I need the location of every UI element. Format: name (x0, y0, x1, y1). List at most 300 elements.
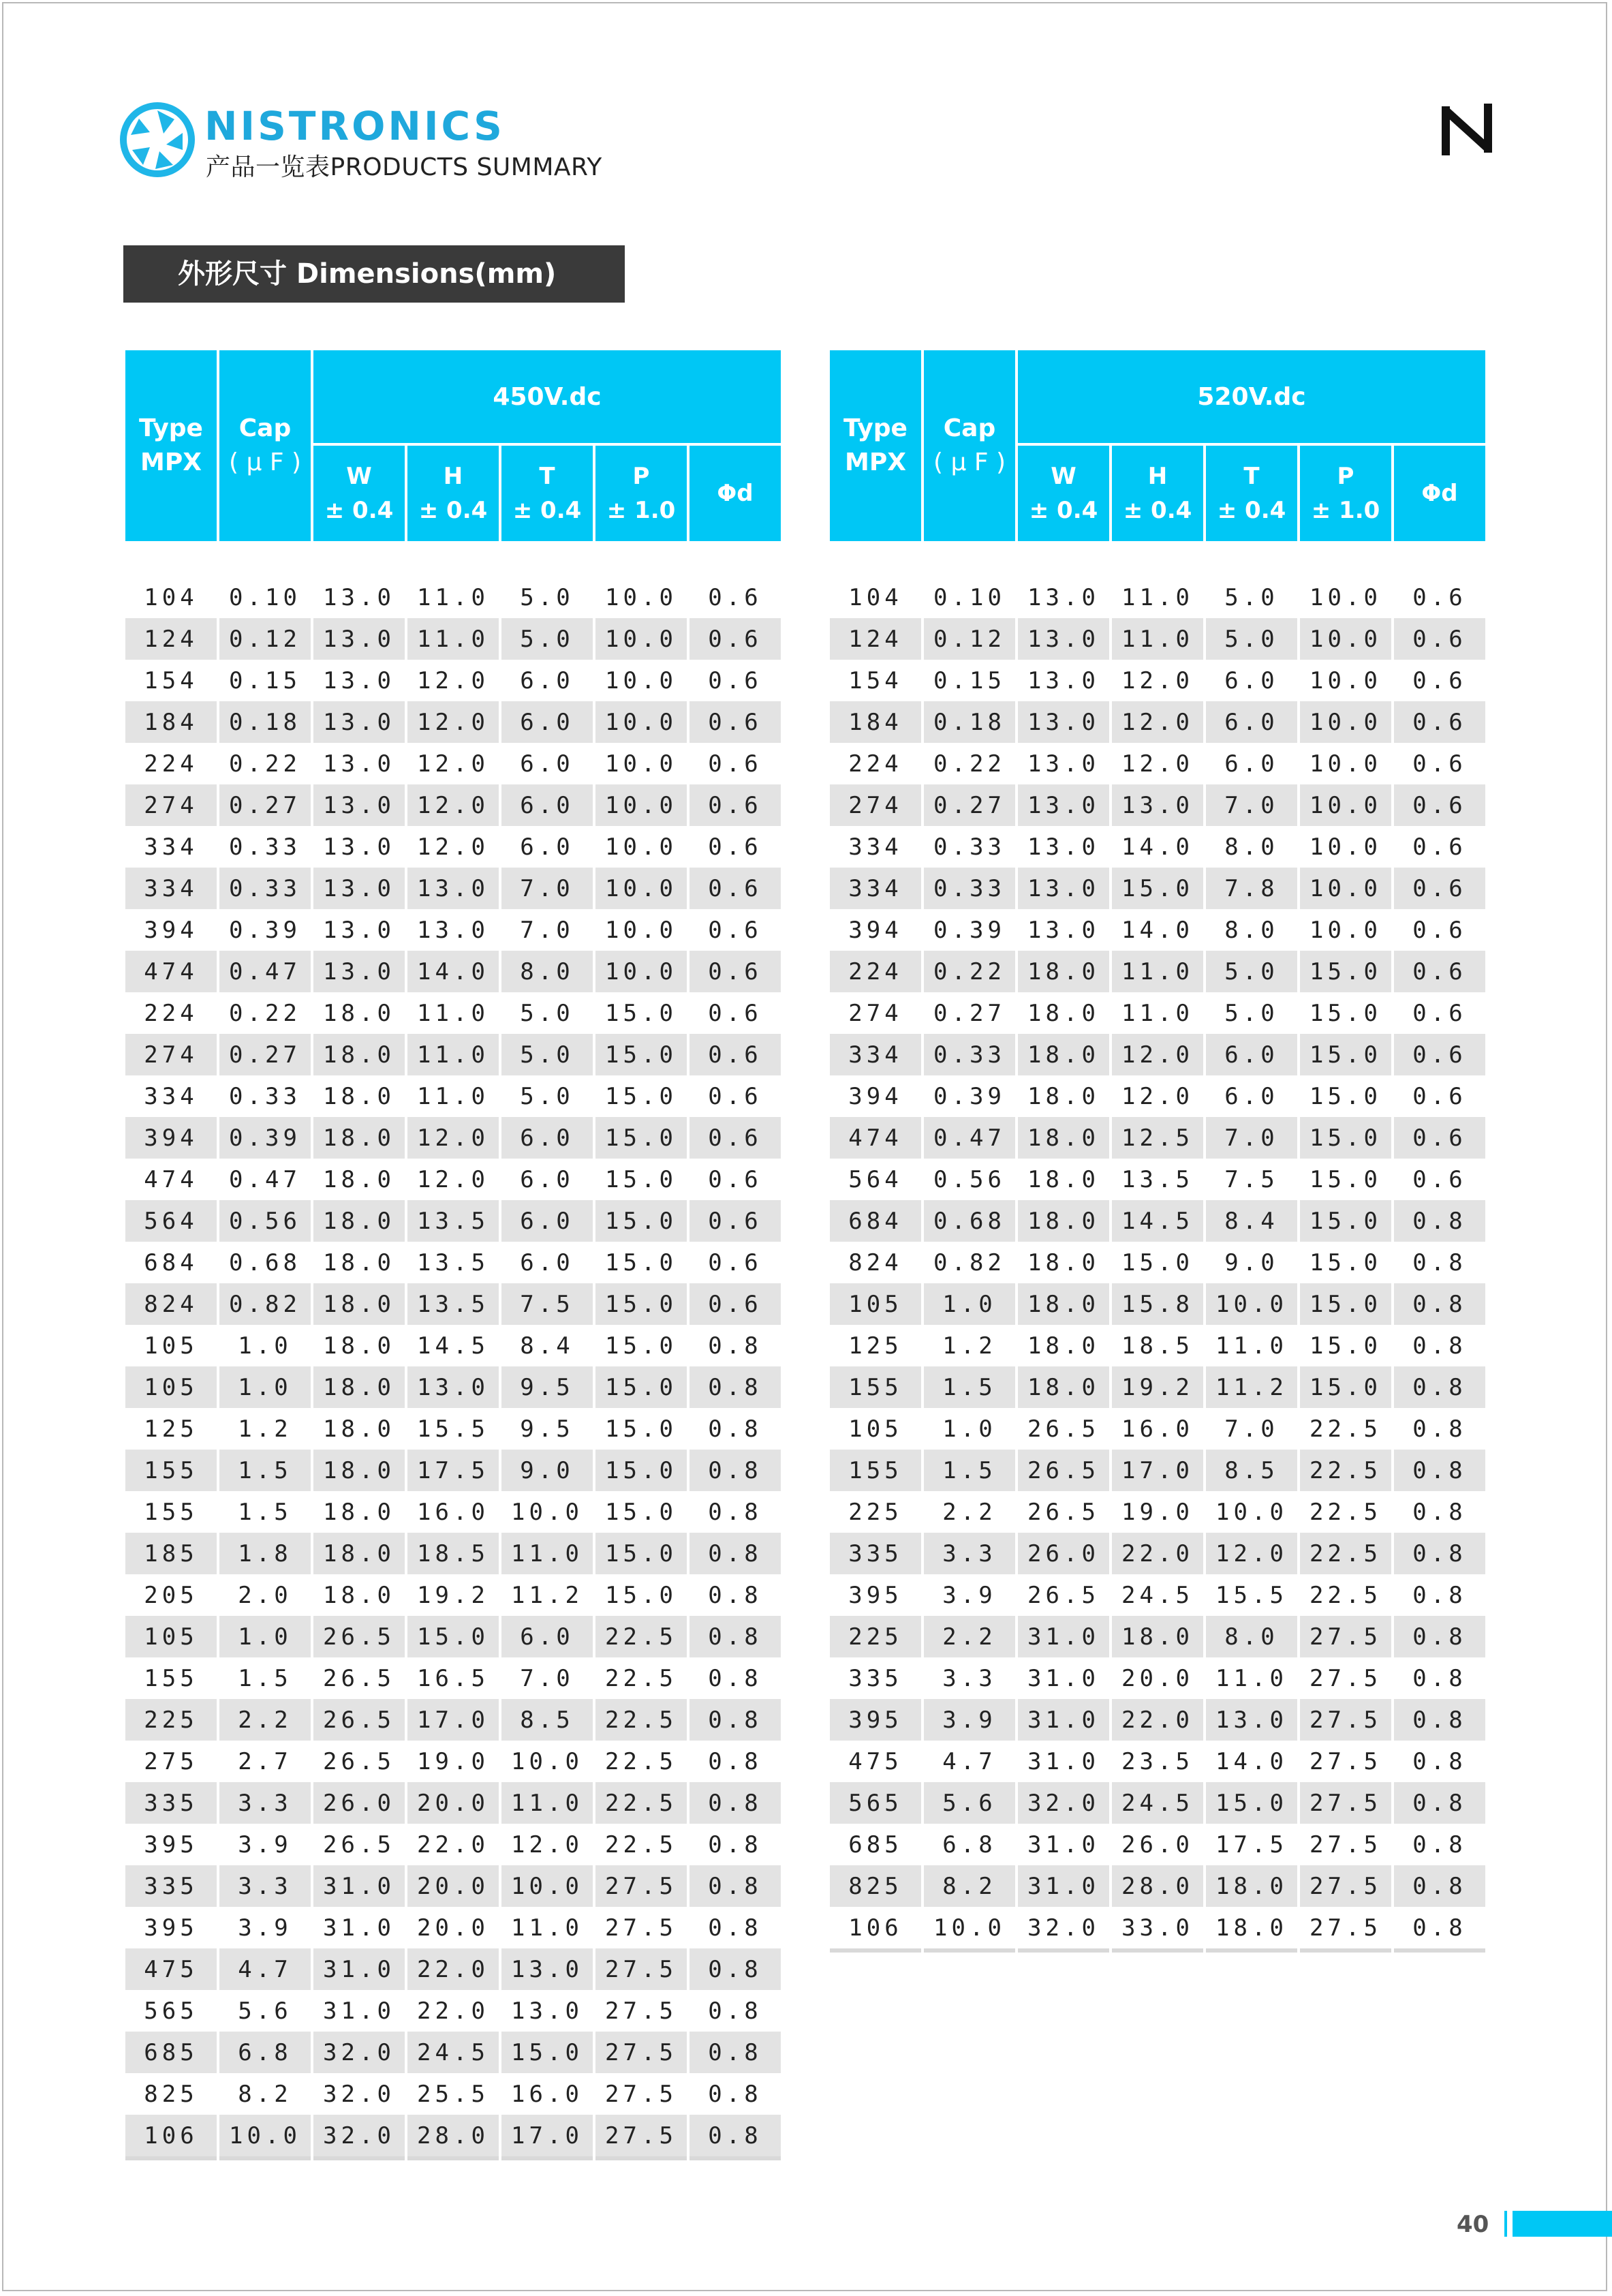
cell-d: 0.6 (1394, 660, 1485, 701)
cell-d: 0.8 (689, 1366, 781, 1408)
cell-w: 13.0 (1018, 701, 1109, 743)
cell-h: 11.0 (407, 577, 499, 618)
cell-h: 20.0 (407, 1782, 499, 1824)
cell-p: 22.5 (1300, 1450, 1391, 1491)
cell-t: 5.0 (1206, 992, 1297, 1034)
cell-t: 18.0 (1206, 1907, 1297, 1948)
cell-type: 824 (830, 1242, 921, 1283)
cell-p: 15.0 (595, 1533, 687, 1574)
aperture-logo-icon (120, 102, 195, 177)
cell-p: 15.0 (1300, 1075, 1391, 1117)
cell-h: 15.0 (1112, 1242, 1203, 1283)
cell-w: 13.0 (1018, 618, 1109, 660)
cell-w: 18.0 (1018, 1075, 1109, 1117)
cell-h: 15.0 (1112, 868, 1203, 909)
table-row (125, 1159, 781, 1200)
cell-d: 0.6 (689, 1200, 781, 1242)
cell-h: 12.0 (407, 701, 499, 743)
cell-w: 18.0 (1018, 1159, 1109, 1200)
table-row (830, 1075, 1485, 1117)
cell-w: 32.0 (1018, 1782, 1109, 1824)
cell-t: 5.0 (501, 1075, 593, 1117)
cell-cap: 0.27 (219, 784, 311, 826)
cell-p: 15.0 (1300, 1325, 1391, 1366)
cell-h: 28.0 (407, 2115, 499, 2156)
cell-t: 18.0 (1206, 1865, 1297, 1907)
cell-cap: 0.18 (924, 701, 1015, 743)
cell-w: 31.0 (1018, 1741, 1109, 1782)
table-row (830, 784, 1485, 826)
cell-cap: 3.3 (924, 1657, 1015, 1699)
cell-p: 27.5 (595, 1990, 687, 2032)
cell-cap: 3.9 (219, 1824, 311, 1865)
cell-w: 31.0 (1018, 1616, 1109, 1657)
cell-t: 7.5 (1206, 1159, 1297, 1200)
header-p: P ± 1.0 (595, 446, 687, 541)
table-row (830, 909, 1485, 951)
cell-h: 14.0 (1112, 909, 1203, 951)
cell-h: 11.0 (407, 1075, 499, 1117)
cell-d: 0.8 (1394, 1450, 1485, 1491)
cell-h: 12.5 (1112, 1117, 1203, 1159)
cell-type: 184 (125, 701, 217, 743)
table-row (830, 1782, 1485, 1824)
cell-w: 26.0 (313, 1782, 405, 1824)
cell-type: 224 (125, 743, 217, 784)
cell-cap: 0.15 (219, 660, 311, 701)
table-row (125, 784, 781, 826)
cell-t: 6.0 (501, 1242, 593, 1283)
cell-w: 13.0 (313, 618, 405, 660)
table-row (125, 618, 781, 660)
cell-w: 26.5 (313, 1657, 405, 1699)
table-row (830, 1242, 1485, 1283)
cell-w: 31.0 (313, 1990, 405, 2032)
cell-type: 125 (830, 1325, 921, 1366)
table-row (125, 1533, 781, 1574)
cell-w: 13.0 (313, 951, 405, 992)
cell-d: 0.8 (689, 1782, 781, 1824)
table-row (125, 1117, 781, 1159)
table-row (125, 951, 781, 992)
cell-h: 19.2 (407, 1574, 499, 1616)
cell-h: 12.0 (1112, 1034, 1203, 1075)
cell-w: 18.0 (313, 1325, 405, 1366)
cell-cap: 0.39 (219, 909, 311, 951)
table-row (125, 743, 781, 784)
cell-h: 13.5 (407, 1242, 499, 1283)
cell-t: 8.4 (501, 1325, 593, 1366)
cell-type: 475 (125, 1948, 217, 1990)
cell-p: 27.5 (1300, 1782, 1391, 1824)
cell-w: 31.0 (313, 1907, 405, 1948)
cell-t: 8.0 (1206, 826, 1297, 868)
cell-t: 11.2 (1206, 1366, 1297, 1408)
cell-h: 13.0 (407, 909, 499, 951)
cell-t: 15.0 (501, 2032, 593, 2073)
table-row (125, 1408, 781, 1450)
cell-cap: 3.9 (219, 1907, 311, 1948)
table-row (830, 826, 1485, 868)
cell-d: 0.8 (689, 1699, 781, 1741)
cell-d: 0.8 (1394, 1491, 1485, 1533)
cell-p: 10.0 (1300, 826, 1391, 868)
cell-cap: 0.22 (924, 951, 1015, 992)
cell-p: 15.0 (595, 992, 687, 1034)
cell-t: 10.0 (501, 1491, 593, 1533)
cell-h: 22.0 (407, 1990, 499, 2032)
table-row (830, 951, 1485, 992)
header-h: H ± 0.4 (407, 446, 499, 541)
cell-cap: 1.5 (924, 1450, 1015, 1491)
cell-p: 15.0 (595, 1574, 687, 1616)
cell-w: 26.5 (1018, 1574, 1109, 1616)
page-bar (1513, 2211, 1612, 2237)
cell-t: 7.0 (501, 1657, 593, 1699)
cell-cap: 1.5 (924, 1366, 1015, 1408)
cell-type: 104 (125, 577, 217, 618)
cell-d: 0.6 (689, 868, 781, 909)
table-row (125, 1990, 781, 2032)
cell-d: 0.8 (689, 2032, 781, 2073)
cell-cap: 0.27 (924, 784, 1015, 826)
cell-t: 11.0 (501, 1782, 593, 1824)
cell-cap: 2.2 (219, 1699, 311, 1741)
cell-cap: 0.56 (924, 1159, 1015, 1200)
cell-cap: 1.0 (219, 1616, 311, 1657)
cell-p: 10.0 (595, 577, 687, 618)
cell-h: 12.0 (407, 660, 499, 701)
cell-type: 124 (125, 618, 217, 660)
cell-d: 0.8 (689, 1657, 781, 1699)
table-row (830, 1159, 1485, 1200)
cell-t: 5.0 (1206, 577, 1297, 618)
cell-d: 0.8 (689, 1948, 781, 1990)
cell-cap: 0.33 (219, 868, 311, 909)
cell-p: 15.0 (595, 1366, 687, 1408)
cell-h: 16.5 (407, 1657, 499, 1699)
cell-t: 10.0 (501, 1741, 593, 1782)
cell-p: 10.0 (595, 951, 687, 992)
cell-d: 0.8 (689, 1616, 781, 1657)
cell-t: 6.0 (501, 1117, 593, 1159)
cell-cap: 4.7 (219, 1948, 311, 1990)
page-subtitle: 产品一览表PRODUCTS SUMMARY (206, 153, 602, 181)
cell-t: 15.5 (1206, 1574, 1297, 1616)
cell-cap: 8.2 (219, 2073, 311, 2115)
cell-h: 20.0 (407, 1865, 499, 1907)
cell-d: 0.8 (1394, 1366, 1485, 1408)
cell-d: 0.6 (689, 909, 781, 951)
cell-cap: 0.39 (219, 1117, 311, 1159)
cell-p: 15.0 (595, 1034, 687, 1075)
cell-p: 15.0 (1300, 1200, 1391, 1242)
cell-w: 26.5 (1018, 1450, 1109, 1491)
cell-t: 6.0 (1206, 1075, 1297, 1117)
cell-d: 0.6 (1394, 909, 1485, 951)
cell-d: 0.8 (1394, 1699, 1485, 1741)
cell-h: 28.0 (1112, 1865, 1203, 1907)
cell-type: 334 (125, 1075, 217, 1117)
cell-d: 0.6 (689, 826, 781, 868)
cell-w: 13.0 (313, 784, 405, 826)
cell-type: 394 (125, 1117, 217, 1159)
table-row (125, 1824, 781, 1865)
cell-d: 0.8 (689, 2073, 781, 2115)
cell-h: 19.0 (407, 1741, 499, 1782)
table-row (830, 1491, 1485, 1533)
cell-type: 474 (125, 951, 217, 992)
cell-h: 15.5 (407, 1408, 499, 1450)
cell-d: 0.6 (1394, 992, 1485, 1034)
cell-d: 0.8 (1394, 1325, 1485, 1366)
cell-w: 18.0 (1018, 1366, 1109, 1408)
page-number: 40 (1457, 2211, 1489, 2238)
header-type: Type MPX (125, 350, 217, 541)
cell-cap: 1.0 (219, 1366, 311, 1408)
cell-p: 22.5 (595, 1616, 687, 1657)
cell-cap: 10.0 (924, 1907, 1015, 1948)
cell-p: 10.0 (1300, 577, 1391, 618)
cell-cap: 1.5 (219, 1491, 311, 1533)
cell-t: 10.0 (1206, 1283, 1297, 1325)
cell-h: 22.0 (407, 1824, 499, 1865)
cell-t: 14.0 (1206, 1741, 1297, 1782)
cell-d: 0.6 (1394, 1034, 1485, 1075)
table-row (125, 701, 781, 743)
table-row (125, 1242, 781, 1283)
cell-type: 274 (125, 1034, 217, 1075)
cell-cap: 0.10 (219, 577, 311, 618)
cell-p: 27.5 (595, 1948, 687, 1990)
cell-d: 0.8 (1394, 1865, 1485, 1907)
table-row (830, 1699, 1485, 1741)
table-row (125, 2115, 781, 2156)
cell-p: 15.0 (1300, 1366, 1391, 1408)
cell-h: 17.0 (407, 1699, 499, 1741)
cell-t: 13.0 (501, 1990, 593, 2032)
cell-p: 22.5 (595, 1782, 687, 1824)
cell-type: 395 (125, 1824, 217, 1865)
cell-t: 6.0 (501, 784, 593, 826)
cell-type: 474 (830, 1117, 921, 1159)
table-row (125, 1574, 781, 1616)
cell-t: 13.0 (1206, 1699, 1297, 1741)
cell-cap: 5.6 (219, 1990, 311, 2032)
cell-cap: 0.33 (924, 868, 1015, 909)
cell-cap: 0.56 (219, 1200, 311, 1242)
cell-p: 22.5 (1300, 1408, 1391, 1450)
cell-w: 18.0 (1018, 1325, 1109, 1366)
cell-w: 18.0 (1018, 1242, 1109, 1283)
cell-t: 17.0 (501, 2115, 593, 2156)
cell-t: 5.0 (501, 992, 593, 1034)
cell-t: 5.0 (501, 1034, 593, 1075)
header-p: P ± 1.0 (1300, 446, 1391, 541)
cell-type: 475 (830, 1741, 921, 1782)
cell-t: 7.5 (501, 1283, 593, 1325)
table-row (830, 743, 1485, 784)
table-row (125, 2073, 781, 2115)
cell-h: 33.0 (1112, 1907, 1203, 1948)
table-row (830, 701, 1485, 743)
cell-h: 13.5 (407, 1283, 499, 1325)
table-row (125, 1699, 781, 1741)
cell-w: 18.0 (313, 1200, 405, 1242)
header-cap: Cap ( μ F ) (924, 350, 1015, 541)
cell-w: 18.0 (1018, 1034, 1109, 1075)
cell-p: 27.5 (595, 1865, 687, 1907)
dimensions-table-520v (827, 350, 1488, 1953)
cell-w: 18.0 (313, 992, 405, 1034)
cell-type: 474 (125, 1159, 217, 1200)
cell-t: 5.0 (501, 618, 593, 660)
cell-type: 184 (830, 701, 921, 743)
cell-type: 274 (125, 784, 217, 826)
cell-h: 24.5 (1112, 1782, 1203, 1824)
cell-t: 8.0 (501, 951, 593, 992)
header-voltage: 520V.dc (1018, 350, 1485, 446)
cell-d: 0.8 (689, 1450, 781, 1491)
table-row (830, 1283, 1485, 1325)
cell-type: 124 (830, 618, 921, 660)
cell-type: 224 (830, 743, 921, 784)
header-h: H ± 0.4 (1112, 446, 1203, 541)
cell-d: 0.6 (1394, 577, 1485, 618)
cell-h: 12.0 (407, 784, 499, 826)
cell-type: 205 (125, 1574, 217, 1616)
cell-w: 13.0 (1018, 784, 1109, 826)
cell-cap: 0.47 (219, 951, 311, 992)
cell-cap: 0.18 (219, 701, 311, 743)
cell-w: 18.0 (313, 1491, 405, 1533)
cell-cap: 6.8 (219, 2032, 311, 2073)
cell-type: 106 (125, 2115, 217, 2156)
cell-t: 11.0 (501, 1907, 593, 1948)
cell-w: 31.0 (313, 1865, 405, 1907)
cell-h: 19.0 (1112, 1491, 1203, 1533)
cell-t: 7.0 (501, 868, 593, 909)
cell-w: 26.5 (313, 1741, 405, 1782)
cell-d: 0.8 (1394, 1782, 1485, 1824)
cell-d: 0.6 (689, 701, 781, 743)
table-row (125, 1657, 781, 1699)
cell-type: 334 (830, 1034, 921, 1075)
table-row (830, 577, 1485, 618)
cell-d: 0.8 (689, 1408, 781, 1450)
cell-h: 14.0 (407, 951, 499, 992)
cell-t: 5.0 (501, 577, 593, 618)
cell-type: 334 (830, 826, 921, 868)
cell-t: 17.5 (1206, 1824, 1297, 1865)
cell-p: 27.5 (1300, 1741, 1391, 1782)
cell-type: 334 (830, 868, 921, 909)
cell-h: 13.5 (407, 1200, 499, 1242)
table-row (125, 1034, 781, 1075)
cell-type: 224 (830, 951, 921, 992)
cell-w: 26.5 (313, 1699, 405, 1741)
cell-type: 105 (125, 1616, 217, 1657)
cell-t: 6.0 (501, 701, 593, 743)
cell-d: 0.6 (1394, 784, 1485, 826)
cell-p: 15.0 (595, 1283, 687, 1325)
cell-type: 825 (125, 2073, 217, 2115)
cell-type: 684 (830, 1200, 921, 1242)
cell-p: 27.5 (1300, 1907, 1391, 1948)
cell-cap: 1.5 (219, 1657, 311, 1699)
cell-w: 13.0 (1018, 577, 1109, 618)
cell-d: 0.6 (1394, 951, 1485, 992)
cell-t: 12.0 (501, 1824, 593, 1865)
cell-w: 32.0 (313, 2032, 405, 2073)
cell-t: 6.0 (1206, 1034, 1297, 1075)
cell-p: 15.0 (595, 1117, 687, 1159)
cell-type: 565 (830, 1782, 921, 1824)
cell-cap: 0.22 (219, 743, 311, 784)
cell-cap: 1.5 (219, 1450, 311, 1491)
cell-type: 394 (125, 909, 217, 951)
cell-h: 17.5 (407, 1450, 499, 1491)
cell-w: 26.5 (313, 1616, 405, 1657)
cell-h: 11.0 (1112, 618, 1203, 660)
cell-h: 11.0 (1112, 951, 1203, 992)
cell-t: 8.4 (1206, 1200, 1297, 1242)
header-t: T ± 0.4 (1206, 446, 1297, 541)
cell-h: 22.0 (1112, 1699, 1203, 1741)
cell-type: 105 (125, 1325, 217, 1366)
cell-t: 6.0 (501, 826, 593, 868)
cell-d: 0.8 (689, 1491, 781, 1533)
cell-type: 395 (830, 1574, 921, 1616)
cell-p: 27.5 (595, 1907, 687, 1948)
cell-d: 0.6 (1394, 868, 1485, 909)
cell-p: 10.0 (595, 701, 687, 743)
cell-w: 18.0 (313, 1533, 405, 1574)
cell-w: 13.0 (1018, 868, 1109, 909)
cell-type: 155 (125, 1657, 217, 1699)
cell-p: 10.0 (1300, 868, 1391, 909)
cell-d: 0.8 (689, 1865, 781, 1907)
cell-h: 20.0 (407, 1907, 499, 1948)
cell-t: 16.0 (501, 2073, 593, 2115)
cell-type: 564 (125, 1200, 217, 1242)
cell-d: 0.6 (689, 784, 781, 826)
cell-type: 154 (830, 660, 921, 701)
cell-d: 0.8 (689, 1741, 781, 1782)
cell-p: 22.5 (1300, 1533, 1391, 1574)
cell-p: 15.0 (1300, 1242, 1391, 1283)
cell-w: 18.0 (313, 1366, 405, 1408)
cell-cap: 5.6 (924, 1782, 1015, 1824)
cell-h: 26.0 (1112, 1824, 1203, 1865)
cell-p: 15.0 (595, 1325, 687, 1366)
cell-w: 13.0 (313, 826, 405, 868)
cell-h: 16.0 (407, 1491, 499, 1533)
cell-w: 18.0 (313, 1242, 405, 1283)
cell-t: 6.0 (501, 1159, 593, 1200)
cell-w: 13.0 (313, 577, 405, 618)
cell-cap: 2.7 (219, 1741, 311, 1782)
cell-t: 8.0 (1206, 1616, 1297, 1657)
cell-type: 564 (830, 1159, 921, 1200)
cell-w: 13.0 (1018, 909, 1109, 951)
cell-type: 105 (830, 1283, 921, 1325)
cell-type: 105 (830, 1408, 921, 1450)
cell-t: 6.0 (501, 743, 593, 784)
cell-d: 0.6 (689, 1159, 781, 1200)
cell-d: 0.6 (1394, 618, 1485, 660)
cell-t: 6.0 (1206, 660, 1297, 701)
